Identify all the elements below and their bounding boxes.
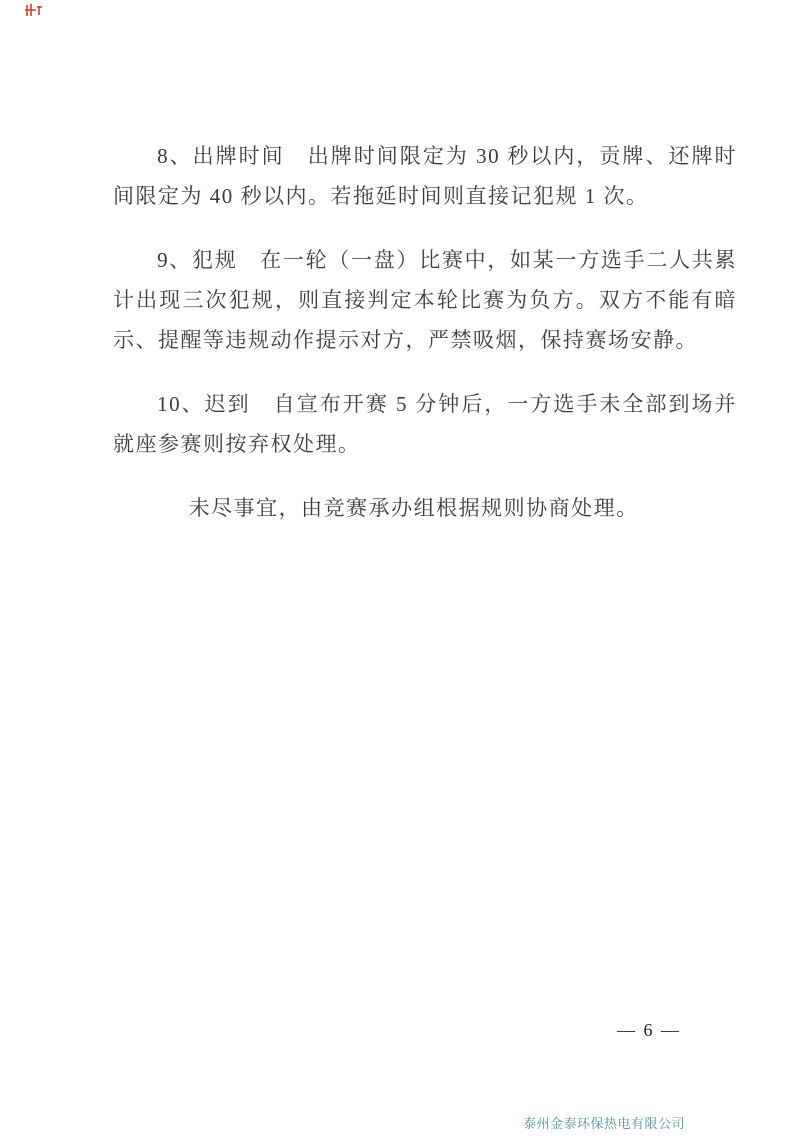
paragraph-closing: 未尽事宜，由竞赛承办组根据规则协商处理。 xyxy=(188,496,639,520)
paragraph-rule-9: 9、犯规 在一轮（一盘）比赛中，如某一方选手二人共累计出现三次犯规，则直接判定本轮比赛为负方。双方不能有暗示、提醒等违规动作提示对方，严禁吸烟，保持赛场安静。 xyxy=(113,248,737,352)
paragraph-rule-8: 8、出牌时间 出牌时间限定为 30 秒以内，贡牌、还牌时间限定为 40 秒以内。若拖延时间则直接记犯规 1 次。 xyxy=(113,144,737,208)
page-number: — 6 — xyxy=(617,1020,681,1040)
red-stamp-artifact-icon xyxy=(24,3,44,18)
paragraph-rule-10: 10、迟到 自宣布开赛 5 分钟后，一方选手未全部到场并就座参赛则按弃权处理。 xyxy=(113,392,737,456)
document-body xyxy=(113,136,737,552)
footer-watermark: 泰州金泰环保热电有限公司 xyxy=(523,1116,686,1131)
